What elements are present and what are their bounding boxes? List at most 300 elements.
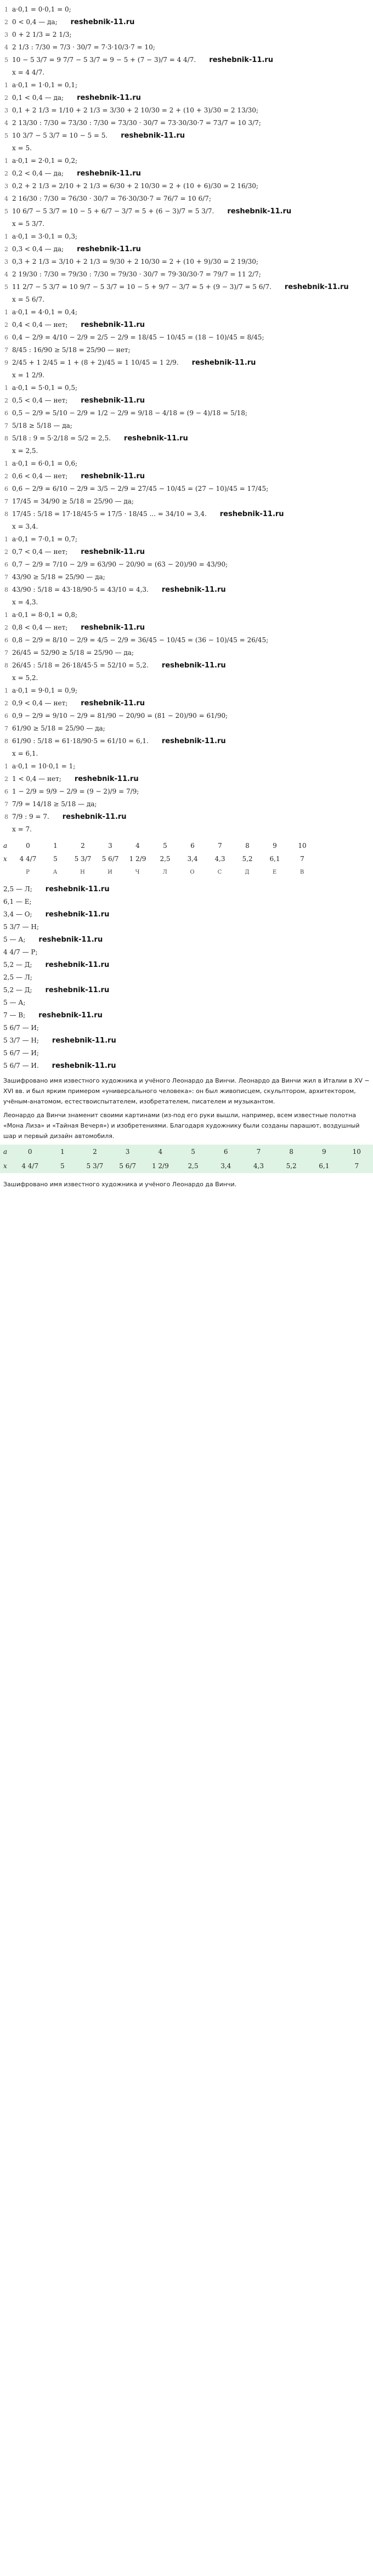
- watermark: reshebnik-11.ru: [45, 910, 110, 919]
- step-number: 2: [4, 397, 8, 404]
- table-label-a: a: [3, 1148, 8, 1156]
- solution-line: [0, 331, 373, 344]
- step-text: a·0,1 = 6·0,1 = 0,6;: [12, 460, 78, 467]
- watermark: reshebnik-11.ru: [45, 986, 110, 994]
- watermark: reshebnik-11.ru: [77, 169, 141, 178]
- table-row-x: [0, 852, 316, 865]
- step-number: 2: [4, 19, 8, 26]
- step-text: 0,1 < 0,4 — да;: [12, 94, 64, 101]
- table-cell: 4: [158, 1148, 163, 1156]
- mapping-line: [0, 883, 373, 896]
- table-cell: 9: [321, 1148, 326, 1156]
- watermark: reshebnik-11.ru: [227, 207, 292, 216]
- step-text: 43/90 : 5/18 = 43·18/90·5 = 43/10 = 4,3.: [12, 586, 149, 593]
- solution-line: [0, 811, 373, 823]
- step-number: 4: [4, 195, 8, 202]
- solution-line: [0, 432, 373, 445]
- table-letter: Ч: [135, 869, 140, 875]
- step-number: 3: [4, 107, 8, 114]
- step-text: x = 6,1.: [12, 750, 38, 757]
- mapping-text: 5,2 — Д;: [3, 961, 32, 969]
- mapping-text: 7 — В;: [3, 1011, 26, 1019]
- mapping-line: [0, 971, 373, 984]
- watermark: reshebnik-11.ru: [209, 56, 273, 64]
- step-number: 1: [4, 612, 8, 619]
- table-row-letters: [0, 865, 316, 879]
- table-cell: 5,2: [242, 855, 253, 863]
- step-text: 2 19/30 : 7/30 = 79/30 : 7/30 = 79/30 · 30/7 = 79·30/30·7 = 79/7 = 11 2/7;: [12, 270, 261, 278]
- step-text: 5/18 ≥ 5/18 — да;: [12, 422, 72, 429]
- step-number: 6: [4, 561, 8, 568]
- step-number: 7: [4, 649, 8, 656]
- step-number: 8: [4, 813, 8, 820]
- step-text: a·0,1 = 0·0,1 = 0;: [12, 5, 71, 13]
- step-text: 26/45 : 5/18 = 26·18/45·5 = 52/10 = 5,2.: [12, 661, 149, 669]
- solution-line: [0, 167, 373, 180]
- table-letter: Н: [80, 869, 86, 875]
- solution-line: [0, 596, 373, 609]
- solution-line: [0, 697, 373, 710]
- solution-line: [0, 735, 373, 748]
- watermark: reshebnik-11.ru: [74, 775, 139, 783]
- step-text: a·0,1 = 1·0,1 = 0,1;: [12, 81, 78, 89]
- step-text: 0,2 + 2 1/3 = 2/10 + 2 1/3 = 6/30 + 2 10/30 = 2 + (10 + 6)/30 = 2 16/30;: [12, 182, 258, 190]
- table-cell: 4 4/7: [21, 1162, 39, 1170]
- mapping-line: [0, 997, 373, 1009]
- step-number: 3: [4, 31, 8, 38]
- table-cell: 7: [218, 842, 222, 850]
- step-text: a·0,1 = 5·0,1 = 0,5;: [12, 384, 78, 392]
- mapping-text: 5 6/7 — И;: [3, 1024, 39, 1032]
- table-cell: 2,5: [188, 1162, 199, 1170]
- solution-line: [0, 205, 373, 218]
- table-cell: 6,1: [269, 855, 280, 863]
- solution-line: [0, 129, 373, 142]
- solution-line: [0, 684, 373, 697]
- table-letter: С: [217, 869, 223, 875]
- solution-line: [0, 16, 373, 29]
- table-label-x: x: [3, 855, 7, 863]
- table-letter: Е: [272, 869, 278, 875]
- mapping-text: 5 3/7 — Н;: [3, 923, 39, 931]
- step-text: a·0,1 = 8·0,1 = 0,8;: [12, 611, 78, 619]
- solution-line: [0, 445, 373, 457]
- step-text: 0,6 − 2/9 = 6/10 − 2/9 = 3/5 − 2/9 = 27/45 − 10/45 = (27 − 10)/45 = 17/45;: [12, 485, 269, 492]
- table-row-x: [0, 1159, 373, 1173]
- table-cell: 0: [26, 842, 30, 850]
- step-text: 0,5 < 0,4 — нет;: [12, 397, 68, 404]
- step-text: 10 6/7 − 5 3/7 = 10 − 5 + 6/7 − 3/7 = 5 + (6 − 3)/7 = 5 3/7.: [12, 207, 214, 215]
- paragraph: Леонардо да Винчи знаменит своими картинами (из-под его руки вышли, например, всем известные полотна «Мона Лиза» и «Тайная Вечеря») и изобретениями. Благодаря художнику были созданы парашют, воздушный шар и первый дизайн автомобиля.: [3, 1112, 360, 1140]
- table-cell: 4 4/7: [19, 855, 37, 863]
- step-text: x = 3,4.: [12, 523, 38, 530]
- step-number: 1: [4, 536, 8, 543]
- solution-line: [0, 79, 373, 92]
- step-number: 5: [4, 208, 8, 215]
- table-cell: 5: [60, 1162, 65, 1170]
- solution-line: [0, 66, 373, 79]
- step-text: x = 4 4/7.: [12, 69, 45, 76]
- solution-line: [0, 394, 373, 407]
- footer-text: Зашифровано имя известного художника и учёного Леонардо да Винчи.: [3, 1181, 237, 1188]
- step-number: 9: [4, 359, 8, 366]
- step-number: 2: [4, 548, 8, 556]
- step-text: 61/90 : 5/18 = 61·18/90·5 = 61/10 = 6,1.: [12, 737, 149, 745]
- step-text: x = 5 6/7.: [12, 296, 45, 303]
- step-number: 6: [4, 637, 8, 644]
- step-text: 0,7 − 2/9 = 7/10 − 2/9 = 63/90 − 20/90 = (63 − 20)/90 = 43/90;: [12, 561, 228, 568]
- step-number: 3: [4, 183, 8, 190]
- table-cell: 7: [300, 855, 304, 863]
- solution-line: [0, 306, 373, 319]
- step-text: 8/45 : 16/90 ≥ 5/18 = 25/90 — нет;: [12, 346, 131, 354]
- solution-line: [0, 420, 373, 432]
- solution-line: [0, 319, 373, 331]
- mapping-text: 5 6/7 — И.: [3, 1062, 39, 1069]
- step-text: 17/45 = 34/90 ≥ 5/18 = 25/90 — да;: [12, 497, 134, 505]
- step-number: 3: [4, 258, 8, 265]
- step-text: x = 5.: [12, 144, 32, 152]
- solution-line: [0, 104, 373, 117]
- table-cell: 3,4: [187, 855, 198, 863]
- step-text: 7/9 : 9 = 7.: [12, 813, 49, 820]
- step-text: 10 3/7 − 5 3/7 = 10 − 5 = 5.: [12, 132, 108, 139]
- mapping-line: [0, 1034, 373, 1047]
- mapping-text: 5,2 — Д;: [3, 986, 32, 994]
- step-text: 0,3 + 2 1/3 = 3/10 + 2 1/3 = 9/30 + 2 10/30 = 2 + (10 + 9)/30 = 2 19/30;: [12, 258, 258, 265]
- solution-line: [0, 533, 373, 546]
- table-cell: 0: [27, 1148, 32, 1156]
- step-number: 7: [4, 574, 8, 581]
- table-letter: А: [53, 869, 58, 875]
- mapping-line: [0, 1009, 373, 1022]
- step-text: 0,4 − 2/9 = 4/10 − 2/9 = 2/5 − 2/9 = 18/45 − 10/45 = (18 − 10)/45 = 8/45;: [12, 333, 264, 341]
- paragraph: Зашифровано имя известного художника и учёного Леонардо да Винчи. Леонардо да Винчи жил в Италии в XV − XVI вв. и был ярким примером «универсального человека»: он был живописцем, скульптором, архитектором, учёным-анатомом, естествоиспытателем, изобретателем, писателем и музыкантом.: [3, 1077, 370, 1105]
- solution-line: [0, 180, 373, 193]
- table-cell: 4: [135, 842, 140, 850]
- table-cell: 1: [60, 1148, 65, 1156]
- table-letter: И: [108, 869, 113, 875]
- table-cell: 7: [256, 1148, 261, 1156]
- step-text: 0,9 − 2/9 = 9/10 − 2/9 = 81/90 − 20/90 = (81 − 20)/90 = 61/90;: [12, 712, 228, 720]
- mapping-line: [0, 1047, 373, 1060]
- solution-line: [0, 457, 373, 470]
- watermark: reshebnik-11.ru: [81, 699, 145, 707]
- step-number: 7: [4, 725, 8, 732]
- table-letter: Р: [26, 869, 30, 875]
- watermark: reshebnik-11.ru: [38, 1011, 103, 1020]
- watermark: reshebnik-11.ru: [123, 434, 188, 443]
- watermark: reshebnik-11.ru: [45, 885, 110, 893]
- solution-line: [0, 495, 373, 508]
- table-letter: О: [190, 869, 195, 875]
- mapping-text: 5 — А;: [3, 999, 26, 1006]
- watermark: reshebnik-11.ru: [161, 586, 226, 594]
- solution-line: [0, 508, 373, 520]
- step-number: 8: [4, 662, 8, 669]
- step-number: 1: [4, 82, 8, 89]
- solution-line: [0, 356, 373, 369]
- solution-line: [0, 823, 373, 836]
- step-text: 0,8 < 0,4 — нет;: [12, 624, 68, 631]
- watermark: reshebnik-11.ru: [191, 359, 256, 367]
- step-text: 0,3 < 0,4 — да;: [12, 245, 64, 253]
- solution-line: [0, 117, 373, 129]
- step-number: 4: [4, 44, 8, 51]
- mapping-line: [0, 946, 373, 959]
- step-number: 7: [4, 422, 8, 429]
- solution-line: [0, 230, 373, 243]
- step-number: 1: [4, 309, 8, 316]
- step-number: 1: [4, 384, 8, 392]
- step-text: x = 4,3.: [12, 598, 38, 606]
- step-text: 0,6 < 0,4 — нет;: [12, 472, 68, 480]
- step-number: 6: [4, 485, 8, 492]
- mapping-line: [0, 984, 373, 997]
- step-text: a·0,1 = 10·0,1 = 1;: [12, 762, 76, 770]
- solution-line: [0, 584, 373, 596]
- solution-line: [0, 382, 373, 394]
- step-number: 2: [4, 321, 8, 329]
- table-label-a: a: [3, 842, 8, 850]
- solution-line: [0, 798, 373, 811]
- solution-line: [0, 659, 373, 672]
- solution-line: [0, 142, 373, 155]
- watermark: reshebnik-11.ru: [121, 132, 185, 140]
- step-text: 0 < 0,4 — да;: [12, 18, 58, 26]
- step-number: 2: [4, 246, 8, 253]
- mapping-text: 6,1 — Е;: [3, 898, 32, 905]
- table-letter: Л: [162, 869, 168, 875]
- step-text: 0,5 − 2/9 = 5/10 − 2/9 = 1/2 − 2/9 = 9/18 − 4/18 = (9 − 4)/18 = 5/18;: [12, 409, 247, 417]
- step-number: 1: [4, 233, 8, 240]
- solution-line: [0, 29, 373, 41]
- letter-mapping: [0, 883, 373, 1072]
- step-number: 1: [4, 763, 8, 770]
- mapping-text: 2,5 — Л;: [3, 973, 32, 981]
- step-text: 2 16/30 : 7/30 = 76/30 · 30/7 = 76·30/30·7 = 76/7 = 10 6/7;: [12, 195, 211, 202]
- solution-line: [0, 3, 373, 16]
- table-letter: В: [299, 869, 305, 875]
- step-number: 1: [4, 6, 8, 13]
- solution-line: [0, 256, 373, 268]
- table-cell: 2,5: [160, 855, 171, 863]
- step-number: 7: [4, 801, 8, 808]
- mapping-text: 3,4 — О;: [3, 910, 32, 918]
- step-number: 7: [4, 347, 8, 354]
- step-number: 8: [4, 511, 8, 518]
- step-number: 5: [4, 132, 8, 139]
- solution-line: [0, 609, 373, 621]
- mapping-line: [0, 959, 373, 971]
- answer-table: [0, 839, 316, 879]
- table-cell: 3: [108, 842, 112, 850]
- table-cell: 6,1: [319, 1162, 330, 1170]
- step-number: 8: [4, 435, 8, 442]
- watermark: reshebnik-11.ru: [81, 321, 145, 329]
- step-number: 6: [4, 410, 8, 417]
- solution-line: [0, 748, 373, 760]
- watermark: reshebnik-11.ru: [81, 624, 145, 632]
- step-number: 5: [4, 284, 8, 291]
- watermark: reshebnik-11.ru: [161, 737, 226, 745]
- solution-line: [0, 634, 373, 647]
- solution-line: [0, 647, 373, 659]
- table-cell: 3: [125, 1148, 130, 1156]
- table-cell: 9: [273, 842, 277, 850]
- solution-page: [0, 0, 373, 1194]
- table-row-a: [0, 1145, 373, 1159]
- step-text: 17/45 : 5/18 = 17·18/45·5 = 17/5 · 18/45 ... = 34/10 = 3,4.: [12, 510, 207, 518]
- solution-line: [0, 483, 373, 495]
- watermark: reshebnik-11.ru: [52, 1037, 116, 1045]
- watermark: reshebnik-11.ru: [77, 245, 141, 253]
- solution-line: [0, 407, 373, 420]
- step-number: 6: [4, 712, 8, 720]
- solution-line: [0, 546, 373, 558]
- step-number: 2: [4, 700, 8, 707]
- mapping-line: [0, 933, 373, 946]
- mapping-line: [0, 896, 373, 908]
- table-letter: Д: [245, 869, 250, 875]
- watermark: reshebnik-11.ru: [45, 961, 110, 969]
- table-cell: 8: [245, 842, 250, 850]
- table-cell: 5: [163, 842, 167, 850]
- step-number: 6: [4, 334, 8, 341]
- table-cell: 3,4: [221, 1162, 231, 1170]
- table-cell: 10: [352, 1148, 361, 1156]
- solution-line: [0, 520, 373, 533]
- solution-line: [0, 218, 373, 230]
- step-text: 2/45 + 1 2/45 = 1 + (8 + 2)/45 = 1 10/45 = 1 2/9.: [12, 359, 179, 366]
- mapping-text: 4 4/7 — Р;: [3, 948, 38, 956]
- mapping-text: 5 6/7 — И;: [3, 1049, 39, 1057]
- table-cell: 8: [289, 1148, 293, 1156]
- solution-line: [0, 571, 373, 584]
- step-text: 1 − 2/9 = 9/9 − 2/9 = (9 − 2)/9 = 7/9;: [12, 788, 139, 795]
- mapping-line: [0, 1022, 373, 1034]
- step-text: 61/90 ≥ 5/18 = 25/90 — да;: [12, 724, 105, 732]
- mapping-text: 5 3/7 — Н;: [3, 1037, 39, 1044]
- step-number: 1: [4, 460, 8, 467]
- solution-line: [0, 344, 373, 356]
- mapping-line: [0, 908, 373, 921]
- solution-line: [0, 293, 373, 306]
- step-number: 2: [4, 624, 8, 631]
- solution-steps: [0, 3, 373, 836]
- step-text: 5/18 : 9 = 5·2/18 = 5/2 = 2,5.: [12, 434, 111, 442]
- solution-line: [0, 92, 373, 104]
- answer-table-highlighted: [0, 1145, 373, 1173]
- step-text: x = 5,2.: [12, 674, 38, 682]
- step-text: 7/9 = 14/18 ≥ 5/18 — да;: [12, 800, 97, 808]
- step-number: 4: [4, 120, 8, 127]
- watermark: reshebnik-11.ru: [219, 510, 284, 518]
- step-text: 1 < 0,4 — нет;: [12, 775, 61, 783]
- solution-line: [0, 193, 373, 205]
- step-text: 0,4 < 0,4 — нет;: [12, 321, 68, 329]
- solution-line: [0, 722, 373, 735]
- step-text: 26/45 = 52/90 ≥ 5/18 = 25/90 — да;: [12, 649, 134, 656]
- watermark: reshebnik-11.ru: [81, 548, 145, 556]
- table-cell: 5,2: [286, 1162, 297, 1170]
- step-number: 2: [4, 473, 8, 480]
- solution-line: [0, 773, 373, 785]
- step-text: 11 2/7 − 5 3/7 = 10 9/7 − 5 3/7 = 10 − 5 + 9/7 − 3/7 = 5 + (9 − 3)/7 = 5 6/7.: [12, 283, 272, 291]
- table-cell: 1 2/9: [151, 1162, 169, 1170]
- solution-line: [0, 760, 373, 773]
- mapping-text: 2,5 — Л;: [3, 885, 32, 893]
- watermark: reshebnik-11.ru: [77, 94, 141, 102]
- mapping-line: [0, 921, 373, 933]
- solution-line: [0, 155, 373, 167]
- step-text: x = 5 3/7.: [12, 220, 45, 228]
- step-text: a·0,1 = 4·0,1 = 0,4;: [12, 308, 78, 316]
- solution-line: [0, 369, 373, 382]
- step-number: 2: [4, 170, 8, 177]
- table-cell: 10: [298, 842, 307, 850]
- table-cell: 5 3/7: [74, 855, 92, 863]
- step-text: 2 13/30 : 7/30 = 73/30 : 7/30 = 73/30 · 30/7 = 73·30/30·7 = 73/7 = 10 3/7;: [12, 119, 261, 127]
- watermark: reshebnik-11.ru: [81, 397, 145, 405]
- step-text: x = 2,5.: [12, 447, 38, 455]
- step-number: 4: [4, 271, 8, 278]
- step-number: 8: [4, 738, 8, 745]
- step-number: 7: [4, 498, 8, 505]
- table-cell: 7: [354, 1162, 359, 1170]
- watermark: reshebnik-11.ru: [81, 472, 145, 480]
- step-number: 1: [4, 157, 8, 165]
- solution-line: [0, 672, 373, 684]
- mapping-text: 5 — А;: [3, 936, 26, 943]
- step-number: 5: [4, 56, 8, 64]
- table-cell: 5: [191, 1148, 195, 1156]
- step-text: a·0,1 = 3·0,1 = 0,3;: [12, 233, 78, 240]
- step-text: x = 1 2/9.: [12, 371, 45, 379]
- solution-line: [0, 281, 373, 293]
- watermark: reshebnik-11.ru: [284, 283, 349, 291]
- solution-line: [0, 268, 373, 281]
- table-cell: 5 6/7: [119, 1162, 136, 1170]
- table-cell: 2: [93, 1148, 97, 1156]
- table-cell: 4,3: [214, 855, 225, 863]
- table-row-a: [0, 839, 316, 852]
- step-text: x = 7.: [12, 825, 32, 833]
- table-cell: 1: [53, 842, 58, 850]
- table-cell: 5 3/7: [86, 1162, 104, 1170]
- table-label-x: x: [3, 1162, 7, 1170]
- step-number: 6: [4, 788, 8, 795]
- solution-line: [0, 54, 373, 66]
- table-cell: 5: [53, 855, 58, 863]
- step-text: a·0,1 = 7·0,1 = 0,7;: [12, 535, 78, 543]
- step-text: 0,1 + 2 1/3 = 1/10 + 2 1/3 = 3/30 + 2 10/30 = 2 + (10 + 3)/30 = 2 13/30;: [12, 106, 258, 114]
- table-cell: 4,3: [253, 1162, 264, 1170]
- step-text: a·0,1 = 2·0,1 = 0,2;: [12, 157, 78, 165]
- table-cell: 5 6/7: [101, 855, 119, 863]
- step-text: 0,2 < 0,4 — да;: [12, 169, 64, 177]
- watermark: reshebnik-11.ru: [52, 1062, 116, 1070]
- watermark: reshebnik-11.ru: [161, 661, 226, 670]
- step-text: a·0,1 = 9·0,1 = 0,9;: [12, 687, 78, 694]
- step-text: 2 1/3 : 7/30 = 7/3 · 30/7 = 7·3·10/3·7 = 10;: [12, 43, 155, 51]
- step-text: 0 + 2 1/3 = 2 1/3;: [12, 31, 72, 38]
- watermark: reshebnik-11.ru: [70, 18, 135, 26]
- solution-line: [0, 710, 373, 722]
- step-text: 0,9 < 0,4 — нет;: [12, 699, 68, 707]
- table-cell: 2: [81, 842, 85, 850]
- step-text: 43/90 ≥ 5/18 = 25/90 — да;: [12, 573, 105, 581]
